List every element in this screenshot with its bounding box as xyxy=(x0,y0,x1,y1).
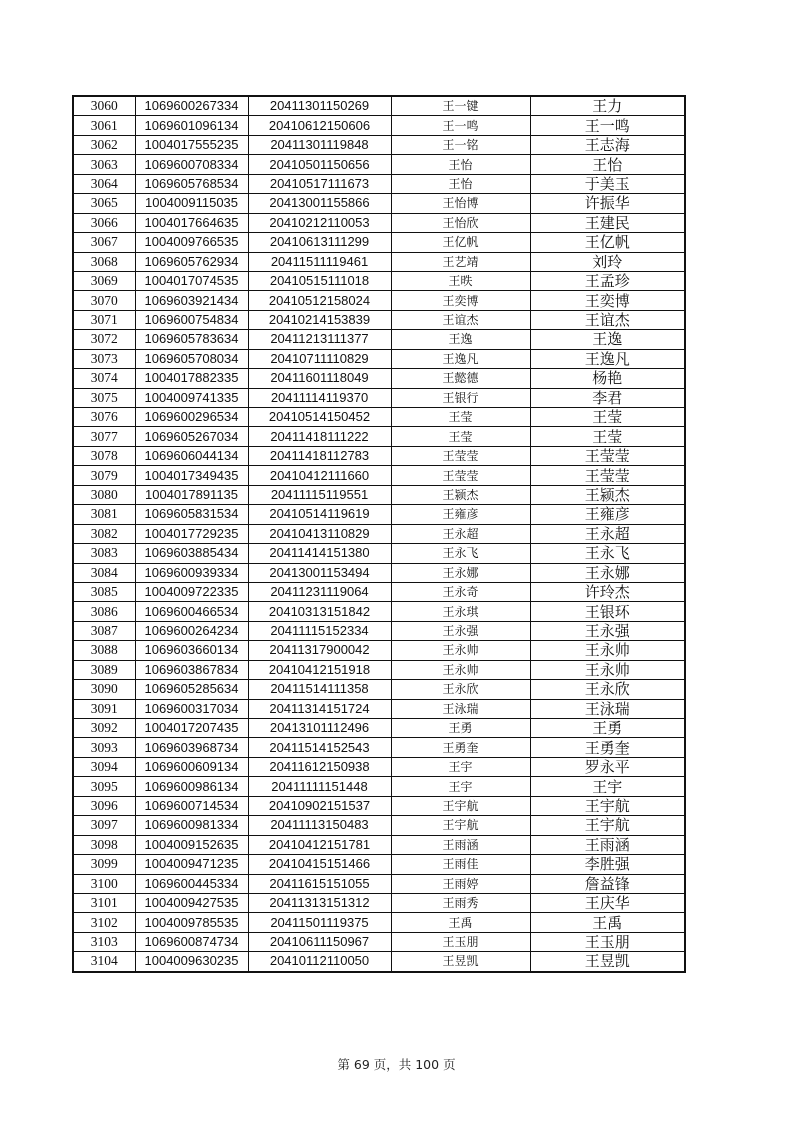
table-row xyxy=(73,777,685,796)
second-name-cell: 王颍杰 xyxy=(530,485,685,504)
second-name-cell: 王宇 xyxy=(530,777,685,796)
second-name-cell: 王永欣 xyxy=(530,680,685,699)
candidate-number-cell: 1069603867834 xyxy=(135,660,248,679)
sequence-number-cell: 3101 xyxy=(73,893,135,912)
registration-number-cell: 20411514111358 xyxy=(248,680,391,699)
table-row xyxy=(73,835,685,854)
table-row xyxy=(73,408,685,427)
candidate-number-cell: 1069600986134 xyxy=(135,777,248,796)
name-cell: 王永强 xyxy=(391,621,530,640)
sequence-number-cell: 3065 xyxy=(73,194,135,213)
name-cell: 王怡 xyxy=(391,174,530,193)
name-cell: 王莹莹 xyxy=(391,466,530,485)
second-name-cell: 王逸 xyxy=(530,330,685,349)
sequence-number-cell: 3100 xyxy=(73,874,135,893)
sequence-number-cell: 3091 xyxy=(73,699,135,718)
sequence-number-cell: 3082 xyxy=(73,524,135,543)
name-cell: 王莹莹 xyxy=(391,446,530,465)
registration-number-cell: 20411213111377 xyxy=(248,330,391,349)
name-cell: 王雨涵 xyxy=(391,835,530,854)
candidate-number-cell: 1069600317034 xyxy=(135,699,248,718)
name-cell: 王永超 xyxy=(391,524,530,543)
candidate-number-cell: 1069600296534 xyxy=(135,408,248,427)
registration-number-cell: 20411115119551 xyxy=(248,485,391,504)
candidate-number-cell: 1069605708034 xyxy=(135,349,248,368)
candidate-number-cell: 1004017207435 xyxy=(135,719,248,738)
registration-number-cell: 20410611150967 xyxy=(248,932,391,951)
name-cell: 王永飞 xyxy=(391,544,530,563)
candidate-number-cell: 1004009471235 xyxy=(135,855,248,874)
name-cell: 王颍杰 xyxy=(391,485,530,504)
candidate-number-cell: 1004009427535 xyxy=(135,893,248,912)
name-cell: 王一鸣 xyxy=(391,116,530,135)
table-row xyxy=(73,116,685,135)
sequence-number-cell: 3077 xyxy=(73,427,135,446)
sequence-number-cell: 3078 xyxy=(73,446,135,465)
second-name-cell: 于美玉 xyxy=(530,174,685,193)
registration-number-cell: 20411612150938 xyxy=(248,757,391,776)
candidate-number-cell: 1069605768534 xyxy=(135,174,248,193)
candidate-number-cell: 1004017664635 xyxy=(135,213,248,232)
name-cell: 王怡 xyxy=(391,155,530,174)
sequence-number-cell: 3087 xyxy=(73,621,135,640)
second-name-cell: 王昱凯 xyxy=(530,952,685,972)
name-cell: 王禹 xyxy=(391,913,530,932)
registration-number-cell: 20410711110829 xyxy=(248,349,391,368)
name-cell: 王昳 xyxy=(391,271,530,290)
registration-number-cell: 20411317900042 xyxy=(248,641,391,660)
candidate-number-cell: 1004017729235 xyxy=(135,524,248,543)
second-name-cell: 许玲杰 xyxy=(530,582,685,601)
table-row xyxy=(73,466,685,485)
candidate-number-cell: 1069600714534 xyxy=(135,796,248,815)
second-name-cell: 王怡 xyxy=(530,155,685,174)
name-cell: 王昱凯 xyxy=(391,952,530,972)
second-name-cell: 王莹莹 xyxy=(530,466,685,485)
name-cell: 王一铭 xyxy=(391,135,530,154)
table-row xyxy=(73,485,685,504)
registration-number-cell: 20411111151448 xyxy=(248,777,391,796)
second-name-cell: 詹益锋 xyxy=(530,874,685,893)
candidate-number-cell: 1004009785535 xyxy=(135,913,248,932)
candidate-number-cell: 1004009115035 xyxy=(135,194,248,213)
second-name-cell: 罗永平 xyxy=(530,757,685,776)
registration-number-cell: 20410214153839 xyxy=(248,310,391,329)
sequence-number-cell: 3097 xyxy=(73,816,135,835)
candidate-number-cell: 1069600267334 xyxy=(135,96,248,116)
table-row xyxy=(73,952,685,972)
candidate-number-cell: 1069605285634 xyxy=(135,680,248,699)
registration-number-cell: 20411301119848 xyxy=(248,135,391,154)
registration-number-cell: 20410212110053 xyxy=(248,213,391,232)
registration-number-cell: 20411231119064 xyxy=(248,582,391,601)
registration-number-cell: 20413001155866 xyxy=(248,194,391,213)
sequence-number-cell: 3068 xyxy=(73,252,135,271)
name-cell: 王逸 xyxy=(391,330,530,349)
name-cell: 王怡博 xyxy=(391,194,530,213)
table-row xyxy=(73,913,685,932)
candidate-number-cell: 1069600466534 xyxy=(135,602,248,621)
candidate-number-cell: 1069603660134 xyxy=(135,641,248,660)
registration-number-cell: 20411501119375 xyxy=(248,913,391,932)
name-cell: 王亿帆 xyxy=(391,233,530,252)
sequence-number-cell: 3061 xyxy=(73,116,135,135)
name-cell: 王银行 xyxy=(391,388,530,407)
candidate-number-cell: 1069606044134 xyxy=(135,446,248,465)
second-name-cell: 王永帅 xyxy=(530,660,685,679)
name-cell: 王永琪 xyxy=(391,602,530,621)
registration-number-cell: 20411514152543 xyxy=(248,738,391,757)
sequence-number-cell: 3081 xyxy=(73,505,135,524)
name-cell: 王奕博 xyxy=(391,291,530,310)
registration-number-cell: 20411314151724 xyxy=(248,699,391,718)
sequence-number-cell: 3095 xyxy=(73,777,135,796)
roster-table-body xyxy=(73,96,685,972)
sequence-number-cell: 3071 xyxy=(73,310,135,329)
table-row xyxy=(73,524,685,543)
second-name-cell: 王莹 xyxy=(530,427,685,446)
second-name-cell: 王银环 xyxy=(530,602,685,621)
candidate-number-cell: 1004009741335 xyxy=(135,388,248,407)
table-row xyxy=(73,388,685,407)
name-cell: 王谊杰 xyxy=(391,310,530,329)
second-name-cell: 王禹 xyxy=(530,913,685,932)
table-row xyxy=(73,874,685,893)
candidate-number-cell: 1004017349435 xyxy=(135,466,248,485)
name-cell: 王莹 xyxy=(391,427,530,446)
table-row xyxy=(73,641,685,660)
second-name-cell: 王勇 xyxy=(530,719,685,738)
candidate-number-cell: 1069600708334 xyxy=(135,155,248,174)
sequence-number-cell: 3094 xyxy=(73,757,135,776)
registration-number-cell: 20411113150483 xyxy=(248,816,391,835)
candidate-number-cell: 1069600609134 xyxy=(135,757,248,776)
second-name-cell: 王宇航 xyxy=(530,816,685,835)
name-cell: 王艺靖 xyxy=(391,252,530,271)
name-cell: 王懿德 xyxy=(391,369,530,388)
registration-number-cell: 20410415151466 xyxy=(248,855,391,874)
table-row xyxy=(73,310,685,329)
registration-number-cell: 20410512158024 xyxy=(248,291,391,310)
sequence-number-cell: 3083 xyxy=(73,544,135,563)
name-cell: 王一键 xyxy=(391,96,530,116)
sequence-number-cell: 3063 xyxy=(73,155,135,174)
second-name-cell: 李胜强 xyxy=(530,855,685,874)
registration-number-cell: 20413001153494 xyxy=(248,563,391,582)
candidate-number-cell: 1069603921434 xyxy=(135,291,248,310)
candidate-number-cell: 1004017882335 xyxy=(135,369,248,388)
registration-number-cell: 20410313151842 xyxy=(248,602,391,621)
candidate-number-cell: 1069600445334 xyxy=(135,874,248,893)
candidate-number-cell: 1069600981334 xyxy=(135,816,248,835)
table-row xyxy=(73,932,685,951)
sequence-number-cell: 3089 xyxy=(73,660,135,679)
registration-number-cell: 20410112110050 xyxy=(248,952,391,972)
second-name-cell: 王雍彦 xyxy=(530,505,685,524)
second-name-cell: 王谊杰 xyxy=(530,310,685,329)
name-cell: 王永娜 xyxy=(391,563,530,582)
sequence-number-cell: 3104 xyxy=(73,952,135,972)
candidate-number-cell: 1069600874734 xyxy=(135,932,248,951)
table-row xyxy=(73,719,685,738)
name-cell: 王宇航 xyxy=(391,796,530,815)
table-row xyxy=(73,855,685,874)
name-cell: 王勇奎 xyxy=(391,738,530,757)
second-name-cell: 王莹莹 xyxy=(530,446,685,465)
registration-number-cell: 20410514150452 xyxy=(248,408,391,427)
sequence-number-cell: 3066 xyxy=(73,213,135,232)
registration-number-cell: 20410902151537 xyxy=(248,796,391,815)
table-row xyxy=(73,446,685,465)
second-name-cell: 王志海 xyxy=(530,135,685,154)
candidate-number-cell: 1004017555235 xyxy=(135,135,248,154)
table-row xyxy=(73,349,685,368)
candidate-number-cell: 1069605783634 xyxy=(135,330,248,349)
sequence-number-cell: 3092 xyxy=(73,719,135,738)
table-row xyxy=(73,505,685,524)
second-name-cell: 王逸凡 xyxy=(530,349,685,368)
candidate-number-cell: 1069601096134 xyxy=(135,116,248,135)
second-name-cell: 王永娜 xyxy=(530,563,685,582)
registration-number-cell: 20410501150656 xyxy=(248,155,391,174)
table-row xyxy=(73,660,685,679)
sequence-number-cell: 3096 xyxy=(73,796,135,815)
sequence-number-cell: 3084 xyxy=(73,563,135,582)
second-name-cell: 王力 xyxy=(530,96,685,116)
second-name-cell: 李君 xyxy=(530,388,685,407)
second-name-cell: 王孟珍 xyxy=(530,271,685,290)
registration-number-cell: 20411601118049 xyxy=(248,369,391,388)
table-row xyxy=(73,271,685,290)
second-name-cell: 王永帅 xyxy=(530,641,685,660)
candidate-number-cell: 1069600754834 xyxy=(135,310,248,329)
name-cell: 王永奇 xyxy=(391,582,530,601)
table-row xyxy=(73,699,685,718)
name-cell: 王逸凡 xyxy=(391,349,530,368)
table-row xyxy=(73,194,685,213)
sequence-number-cell: 3093 xyxy=(73,738,135,757)
table-row xyxy=(73,582,685,601)
second-name-cell: 王莹 xyxy=(530,408,685,427)
roster-table xyxy=(72,95,686,973)
registration-number-cell: 20413101112496 xyxy=(248,719,391,738)
registration-number-cell: 20411615151055 xyxy=(248,874,391,893)
sequence-number-cell: 3073 xyxy=(73,349,135,368)
second-name-cell: 刘玲 xyxy=(530,252,685,271)
registration-number-cell: 20411418111222 xyxy=(248,427,391,446)
second-name-cell: 许振华 xyxy=(530,194,685,213)
candidate-number-cell: 1004009766535 xyxy=(135,233,248,252)
second-name-cell: 王雨涵 xyxy=(530,835,685,854)
sequence-number-cell: 3064 xyxy=(73,174,135,193)
sequence-number-cell: 3070 xyxy=(73,291,135,310)
table-row xyxy=(73,602,685,621)
name-cell: 王永帅 xyxy=(391,660,530,679)
second-name-cell: 王宇航 xyxy=(530,796,685,815)
name-cell: 王宇 xyxy=(391,757,530,776)
candidate-number-cell: 1004009722335 xyxy=(135,582,248,601)
second-name-cell: 杨艳 xyxy=(530,369,685,388)
sequence-number-cell: 3069 xyxy=(73,271,135,290)
table-row xyxy=(73,174,685,193)
table-row xyxy=(73,369,685,388)
name-cell: 王泳瑞 xyxy=(391,699,530,718)
registration-number-cell: 20410517111673 xyxy=(248,174,391,193)
sequence-number-cell: 3062 xyxy=(73,135,135,154)
name-cell: 王玉朋 xyxy=(391,932,530,951)
table-row xyxy=(73,233,685,252)
candidate-number-cell: 1069603968734 xyxy=(135,738,248,757)
name-cell: 王永欣 xyxy=(391,680,530,699)
name-cell: 王雍彦 xyxy=(391,505,530,524)
candidate-number-cell: 1004017074535 xyxy=(135,271,248,290)
sequence-number-cell: 3088 xyxy=(73,641,135,660)
table-row xyxy=(73,563,685,582)
table-row xyxy=(73,291,685,310)
registration-number-cell: 20410412151781 xyxy=(248,835,391,854)
table-row xyxy=(73,213,685,232)
table-row xyxy=(73,155,685,174)
candidate-number-cell: 1069603885434 xyxy=(135,544,248,563)
candidate-number-cell: 1004009630235 xyxy=(135,952,248,972)
table-row xyxy=(73,544,685,563)
table-row xyxy=(73,680,685,699)
table-row xyxy=(73,96,685,116)
registration-number-cell: 20410514119619 xyxy=(248,505,391,524)
sequence-number-cell: 3075 xyxy=(73,388,135,407)
sequence-number-cell: 3080 xyxy=(73,485,135,504)
sequence-number-cell: 3086 xyxy=(73,602,135,621)
name-cell: 王雨佳 xyxy=(391,855,530,874)
sequence-number-cell: 3067 xyxy=(73,233,135,252)
candidate-number-cell: 1004017891135 xyxy=(135,485,248,504)
registration-number-cell: 20411418112783 xyxy=(248,446,391,465)
table-row xyxy=(73,330,685,349)
second-name-cell: 王永超 xyxy=(530,524,685,543)
sequence-number-cell: 3072 xyxy=(73,330,135,349)
sequence-number-cell: 3099 xyxy=(73,855,135,874)
table-row xyxy=(73,252,685,271)
registration-number-cell: 20410613111299 xyxy=(248,233,391,252)
name-cell: 王永帅 xyxy=(391,641,530,660)
registration-number-cell: 20410413110829 xyxy=(248,524,391,543)
candidate-number-cell: 1069600264234 xyxy=(135,621,248,640)
second-name-cell: 王勇奎 xyxy=(530,738,685,757)
sequence-number-cell: 3076 xyxy=(73,408,135,427)
registration-number-cell: 20411511119461 xyxy=(248,252,391,271)
second-name-cell: 王永飞 xyxy=(530,544,685,563)
table-row xyxy=(73,738,685,757)
name-cell: 王雨婷 xyxy=(391,874,530,893)
page-footer: 第 69 页，共 100 页 xyxy=(337,1057,456,1072)
registration-number-cell: 20411414151380 xyxy=(248,544,391,563)
second-name-cell: 王玉朋 xyxy=(530,932,685,951)
second-name-cell: 王庆华 xyxy=(530,893,685,912)
registration-number-cell: 20411301150269 xyxy=(248,96,391,116)
table-row xyxy=(73,757,685,776)
registration-number-cell: 20411313151312 xyxy=(248,893,391,912)
second-name-cell: 王永强 xyxy=(530,621,685,640)
table-row xyxy=(73,621,685,640)
name-cell: 王勇 xyxy=(391,719,530,738)
table-row xyxy=(73,893,685,912)
registration-number-cell: 20410612150606 xyxy=(248,116,391,135)
name-cell: 王莹 xyxy=(391,408,530,427)
second-name-cell: 王泳瑞 xyxy=(530,699,685,718)
table-row xyxy=(73,135,685,154)
table-row xyxy=(73,427,685,446)
table-row xyxy=(73,796,685,815)
candidate-number-cell: 1004009152635 xyxy=(135,835,248,854)
second-name-cell: 王奕博 xyxy=(530,291,685,310)
table-row xyxy=(73,816,685,835)
second-name-cell: 王一鸣 xyxy=(530,116,685,135)
sequence-number-cell: 3074 xyxy=(73,369,135,388)
sequence-number-cell: 3085 xyxy=(73,582,135,601)
sequence-number-cell: 3090 xyxy=(73,680,135,699)
sequence-number-cell: 3098 xyxy=(73,835,135,854)
candidate-number-cell: 1069605267034 xyxy=(135,427,248,446)
name-cell: 王雨秀 xyxy=(391,893,530,912)
registration-number-cell: 20410412151918 xyxy=(248,660,391,679)
registration-number-cell: 20410515111018 xyxy=(248,271,391,290)
second-name-cell: 王建民 xyxy=(530,213,685,232)
name-cell: 王宇 xyxy=(391,777,530,796)
registration-number-cell: 20411115152334 xyxy=(248,621,391,640)
second-name-cell: 王亿帆 xyxy=(530,233,685,252)
candidate-number-cell: 1069605831534 xyxy=(135,505,248,524)
registration-number-cell: 20411114119370 xyxy=(248,388,391,407)
sequence-number-cell: 3103 xyxy=(73,932,135,951)
name-cell: 王怡欣 xyxy=(391,213,530,232)
candidate-number-cell: 1069605762934 xyxy=(135,252,248,271)
candidate-number-cell: 1069600939334 xyxy=(135,563,248,582)
sequence-number-cell: 3060 xyxy=(73,96,135,116)
registration-number-cell: 20410412111660 xyxy=(248,466,391,485)
name-cell: 王宇航 xyxy=(391,816,530,835)
sequence-number-cell: 3079 xyxy=(73,466,135,485)
sequence-number-cell: 3102 xyxy=(73,913,135,932)
